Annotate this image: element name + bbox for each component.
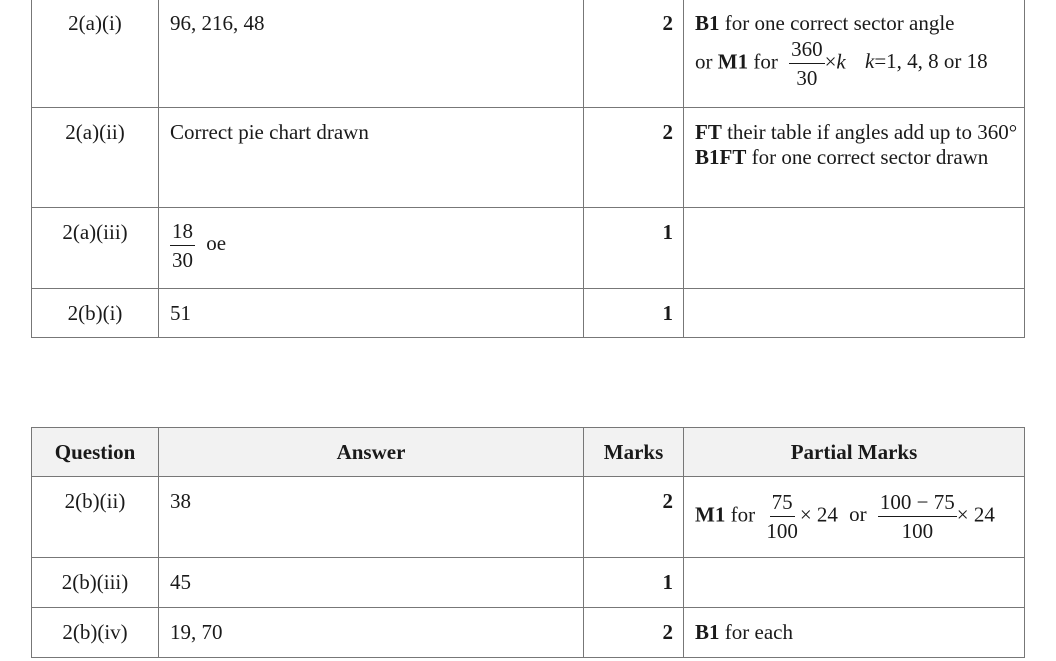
table-header-row (32, 428, 1025, 477)
table-row (32, 558, 1025, 608)
marks-cell: 2 (584, 608, 684, 658)
question-cell: 2(a)(iii) (32, 208, 159, 289)
question-cell: 2(b)(ii) (32, 477, 159, 558)
answer-cell: 38 (159, 477, 584, 558)
table-row (32, 0, 1025, 108)
partial-marks-cell (684, 608, 1025, 658)
marks-cell: 1 (584, 558, 684, 608)
marks-cell: 2 (584, 0, 684, 108)
answer-cell: 45 (159, 558, 584, 608)
header-marks: Marks (584, 428, 684, 477)
marks-cell: 1 (584, 208, 684, 289)
question-cell: 2(a)(ii) (32, 108, 159, 208)
question-cell: 2(b)(iv) (32, 608, 159, 658)
marks-cell: 2 (584, 108, 684, 208)
partial-marks-cell (684, 208, 1025, 289)
answer-cell: 51 (159, 289, 584, 338)
mark-scheme-table-2 (31, 427, 1025, 658)
mark-scheme-table-1 (31, 0, 1025, 338)
question-cell: 2(a)(i) (32, 0, 159, 108)
partial-marks-cell (684, 108, 1025, 208)
partial-marks-cell (684, 558, 1025, 608)
question-cell: 2(b)(i) (32, 289, 159, 338)
partial-line: B1 for one correct sector angle (695, 11, 955, 35)
marks-cell: 2 (584, 477, 684, 558)
header-answer: Answer (159, 428, 584, 477)
partial-marks-cell (684, 289, 1025, 338)
fraction: $\frac{75}{100}$ (766, 490, 798, 543)
table-row (32, 208, 1025, 289)
table-row (32, 289, 1025, 338)
partial-line: FT their table if angles add up to 360° (695, 120, 1018, 144)
header-partial-marks: Partial Marks (684, 428, 1025, 477)
answer-cell: Correct pie chart drawn (159, 108, 584, 208)
partial-line: B1 for each (695, 620, 793, 644)
table-row (32, 108, 1025, 208)
partial-marks-cell (684, 0, 1025, 108)
marks-cell: 1 (584, 289, 684, 338)
partial-line: B1FT for one correct sector drawn (695, 145, 989, 169)
answer-cell: 96, 216, 48 (159, 0, 584, 108)
answer-cell: $\frac{18}{30}$ oe (159, 208, 584, 289)
fraction: $\frac{18}{30}$ (172, 219, 193, 272)
partial-line: or M1 for $\frac{360}{30}$ ×k k=1, 4, 8 or 18 (695, 37, 988, 90)
table-row (32, 608, 1025, 658)
fraction: $\frac{100 - 75}{100}$ (879, 490, 955, 543)
table-row (32, 477, 1025, 558)
header-question: Question (32, 428, 159, 477)
answer-cell: 19, 70 (159, 608, 584, 658)
fraction: $\frac{360}{30}$ (791, 37, 823, 90)
question-cell: 2(b)(iii) (32, 558, 159, 608)
partial-marks-cell: M1 for $\frac{75}{100}$ × 24 or $\frac{100 - 75}{100}$ × 24 (684, 477, 1025, 558)
